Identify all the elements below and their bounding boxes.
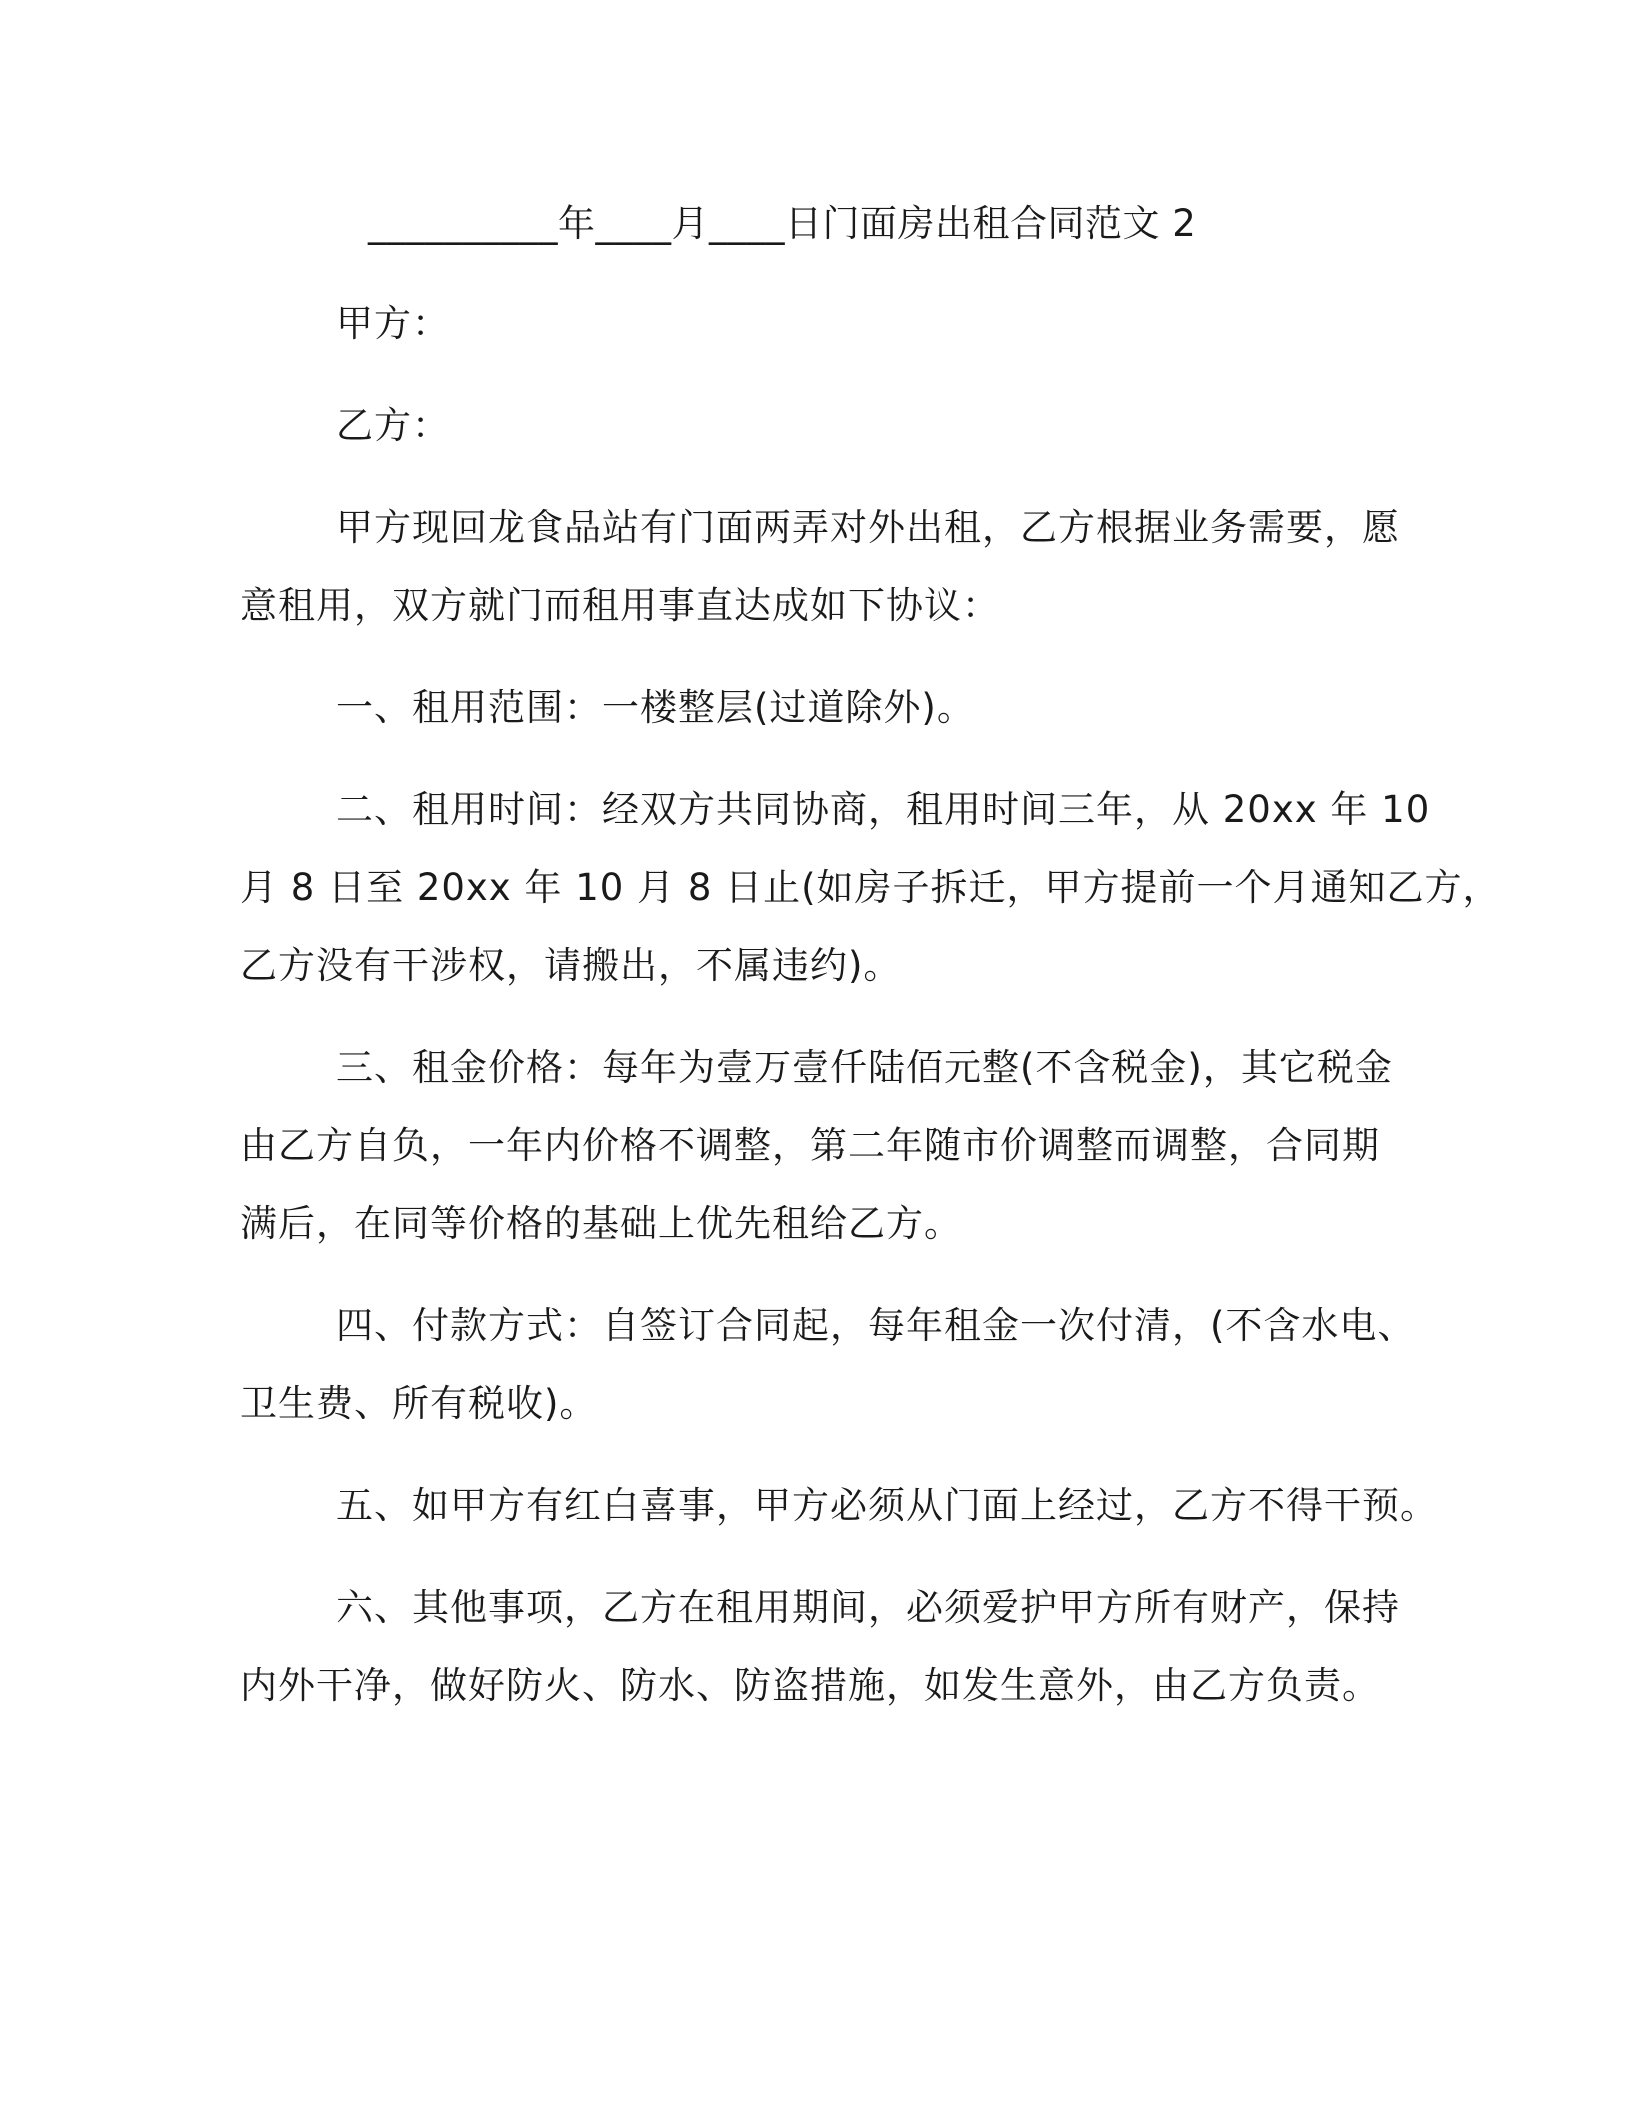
clause-2-line-3: 乙方没有干涉权，请搬出，不属违约)。: [240, 944, 902, 987]
clause-3-line-2: 由乙方自负，一年内价格不调整，第二年随市价调整而调整，合同期: [240, 1124, 1380, 1167]
clause-2-line-1: 二、租用时间：经双方共同协商，租用时间三年，从 20xx 年 10: [336, 788, 1431, 831]
clause-4-line-1: 四、付款方式：自签订合同起，每年租金一次付清，(不含水电、: [336, 1304, 1416, 1347]
clause-6-line-2: 内外干净，做好防火、防水、防盗措施，如发生意外，由乙方负责。: [240, 1664, 1380, 1707]
clause-1-line-1: 一、租用范围：一楼整层(过道除外)。: [336, 686, 975, 729]
clause-3-line-1: 三、租金价格：每年为壹万壹仟陆佰元整(不含税金)，其它税金: [336, 1046, 1393, 1089]
clause-3-line-3: 满后，在同等价格的基础上优先租给乙方。: [240, 1202, 962, 1245]
clause-4-line-2: 卫生费、所有税收)。: [240, 1382, 598, 1425]
document-title: __________年____月____日门面房出租合同范文 2: [368, 202, 1197, 245]
party-b-label: 乙方：: [336, 404, 450, 447]
clause-6-line-1: 六、其他事项，乙方在租用期间，必须爱护甲方所有财产，保持: [336, 1586, 1400, 1629]
intro-line-1: 甲方现回龙食品站有门面两弄对外出租，乙方根据业务需要，愿: [336, 506, 1400, 549]
party-a-label: 甲方：: [336, 302, 450, 345]
clause-5-line-1: 五、如甲方有红白喜事，甲方必须从门面上经过，乙方不得干预。: [336, 1484, 1438, 1527]
intro-line-2: 意租用，双方就门而租用事直达成如下协议：: [240, 584, 1000, 627]
clause-2-line-2: 月 8 日至 20xx 年 10 月 8 日止(如房子拆迁，甲方提前一个月通知乙方，: [240, 866, 1501, 909]
